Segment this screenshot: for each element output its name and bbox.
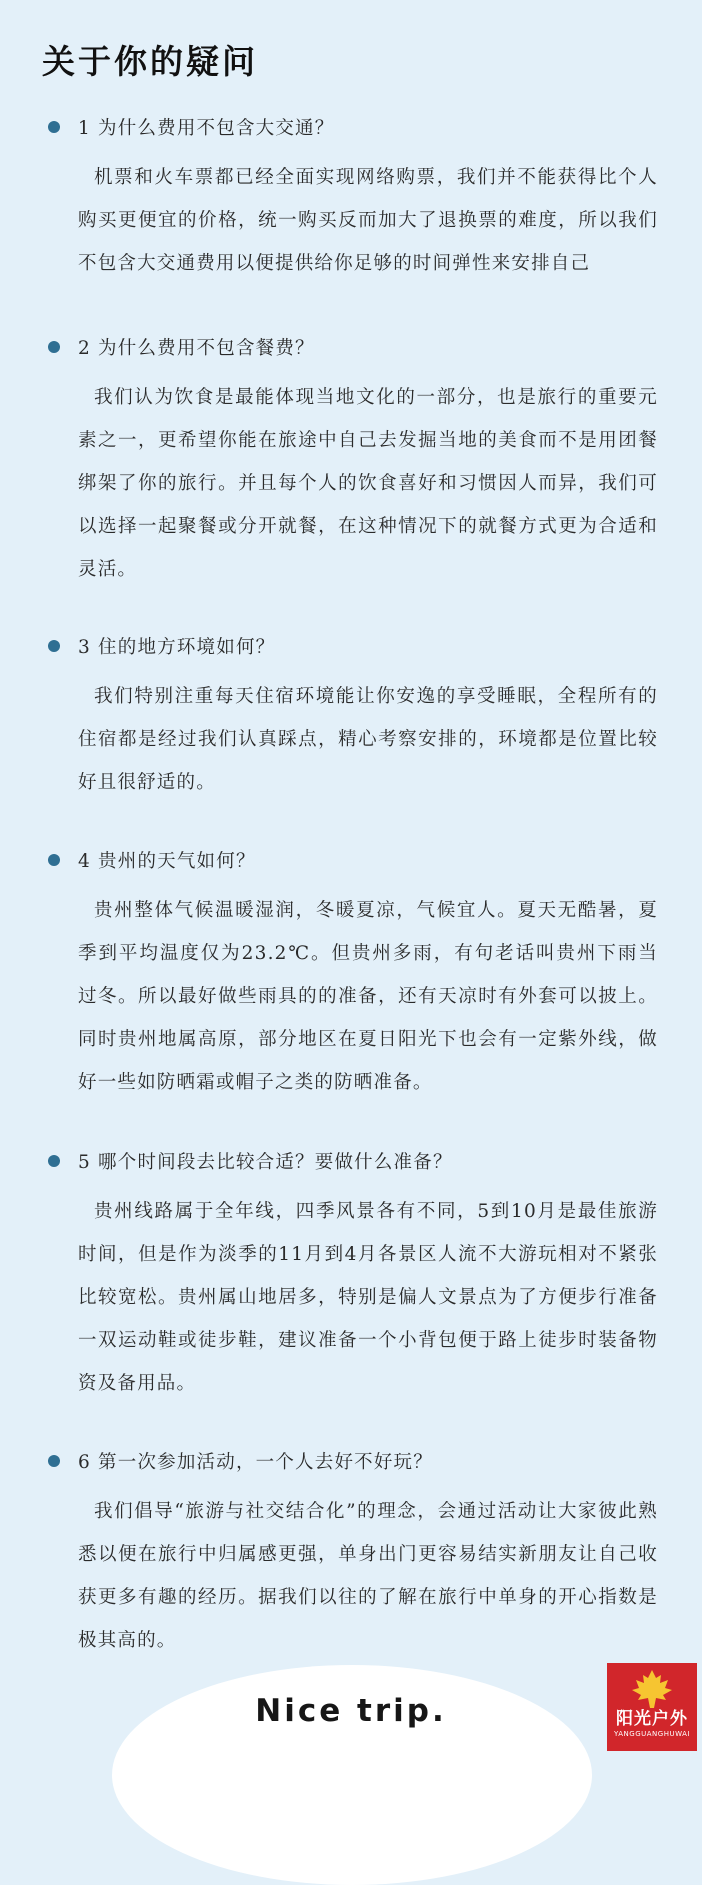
faq-item-5 bbox=[0, 1142, 702, 1405]
faq-question: 1 为什么费用不包含大交通？ bbox=[78, 118, 335, 139]
page-title: 关于你的疑问 bbox=[42, 42, 258, 81]
bullet-dot bbox=[48, 341, 60, 353]
bullet-dot bbox=[48, 640, 60, 652]
logo-chinese-name: 阳光户外 bbox=[616, 1709, 688, 1729]
faq-answer: 我们认为饮食是最能体现当地文化的一部分，也是旅行的重要元素之一，更希望你能在旅途中自己去发掘当地的美食而不是用团餐绑架了你的旅行。并且每个人的饮食喜好和习惯因人而异，我们可以选择一起聚餐或分开就餐，在这种情况下的就餐方式更为合适和灵活。 bbox=[78, 387, 658, 580]
bullet-dot bbox=[48, 1455, 60, 1467]
faq-item-1 bbox=[0, 108, 702, 285]
faq-answer: 贵州整体气候温暖湿润，冬暖夏凉，气候宜人。夏天无酷暑，夏季到平均温度仅为23.2℃。但贵州多雨，有句老话叫贵州下雨当过冬。所以最好做些雨具的的准备，还有天凉时有外套可以披上。同时贵州地属高原，部分地区在夏日阳光下也会有一定紫外线，做好一些如防晒霜或帽子之类的防晒准备。 bbox=[78, 900, 658, 1093]
faq-question: 6 第一次参加活动，一个人去好不好玩？ bbox=[78, 1452, 433, 1473]
faq-item-6 bbox=[0, 1442, 702, 1662]
faq-answer: 机票和火车票都已经全面实现网络购票，我们并不能获得比个人购买更便宜的价格，统一购买反而加大了退换票的难度，所以我们不包含大交通费用以便提供给你足够的时间弹性来安排自己 bbox=[78, 167, 658, 274]
faq-item-4 bbox=[0, 841, 702, 1104]
logo-pinyin-name: YANGGUANGHUWAI bbox=[614, 1730, 690, 1738]
faq-question: 3 住的地方环境如何？ bbox=[78, 637, 276, 658]
faq-item-3 bbox=[0, 627, 702, 804]
faq-answer: 我们特别注重每天住宿环境能让你安逸的享受睡眠，全程所有的住宿都是经过我们认真踩点，精心考察安排的，环境都是位置比较好且很舒适的。 bbox=[78, 686, 658, 793]
bullet-dot bbox=[48, 1155, 60, 1167]
faq-answer: 我们倡导“旅游与社交结合化”的理念，会通过活动让大家彼此熟悉以便在旅行中归属感更强，单身出门更容易结实新朋友让自己收获更多有趣的经历。据我们以往的了解在旅行中单身的开心指数是极其高的。 bbox=[78, 1501, 658, 1651]
maple-leaf-icon bbox=[630, 1669, 674, 1709]
bullet-dot bbox=[48, 854, 60, 866]
faq-answer: 贵州线路属于全年线，四季风景各有不同，5到10月是最佳旅游时间，但是作为淡季的11月到4月各景区人流不大游玩相对不紧张比较宽松。贵州属山地居多，特别是偏人文景点为了方便步行准备一双运动鞋或徒步鞋，建议准备一个小背包便于路上徒步时装备物资及备用品。 bbox=[78, 1201, 658, 1394]
nice-trip-tagline: Nice trip. bbox=[255, 1693, 447, 1729]
bullet-dot bbox=[48, 121, 60, 133]
faq-question: 5 哪个时间段去比较合适？要做什么准备？ bbox=[78, 1152, 453, 1173]
brand-logo bbox=[607, 1663, 697, 1751]
faq-question: 4 贵州的天气如何？ bbox=[78, 851, 256, 872]
faq-item-2 bbox=[0, 328, 702, 591]
faq-question: 2 为什么费用不包含餐费？ bbox=[78, 338, 315, 359]
